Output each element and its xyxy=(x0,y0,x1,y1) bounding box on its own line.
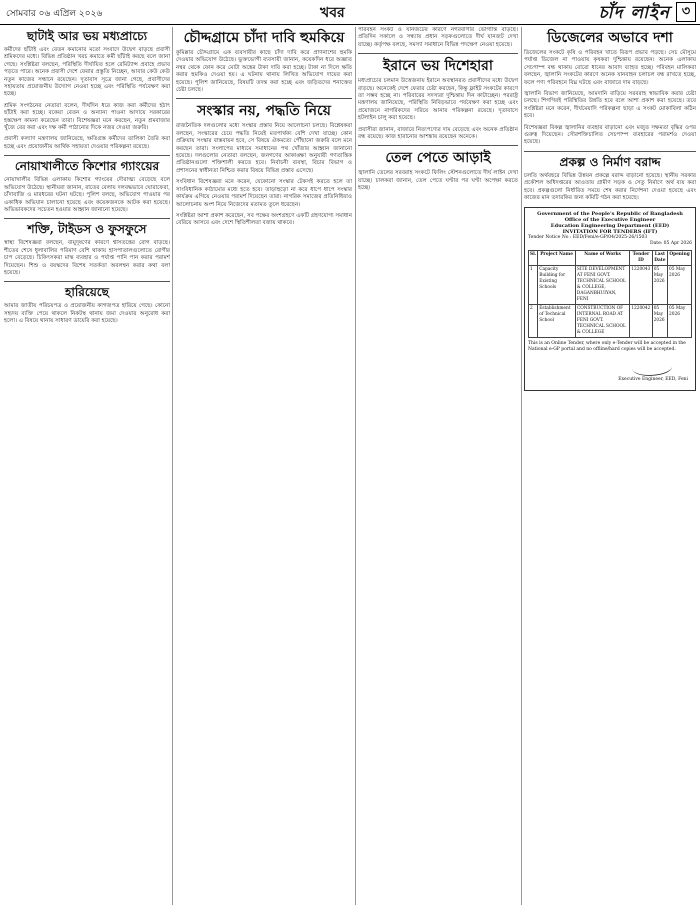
article-text: রাজনৈতিক দলগুলোর মধ্যে সংস্কার প্রস্তাব নিয়ে আলোচনা চলছে। বিশ্লেষকরা বলছেন, সংস্কারের চেয়ে পদ্ধতি নিয়েই মতপার্থক্য বেশি দেখা যাচ্ছে। কোন প্রক্রিয়ায় সংস্কার বাস্তবায়ন হবে, সে বিষয়ে ঐকমত্যে পৌঁছানো জরুরি বলে মনে করছেন তারা। সংলাপের মাধ্যমে সমাধানের পথ খোঁজার আহ্বান জানানো হয়েছে। দলগুলোর নেতারা বলছেন, জনগণের আকাঙ্ক্ষা অনুযায়ী গণতান্ত্রিক প্রতিষ্ঠানগুলো শক্তিশালী করতে হবে। নির্বাচনী ব্যবস্থা, বিচার বিভাগ ও প্রশাসনের স্বাধীনতা নিশ্চিত করার বিষয়ে বিভিন্ন প্রস্তাব এসেছে। xyxy=(176,123,352,174)
tender-office: Office of the Executive Engineer xyxy=(564,216,656,223)
page-number: ৩ xyxy=(676,2,696,22)
tender-col-header: Name of Works xyxy=(575,250,629,265)
tender-col-header: Sl. xyxy=(529,250,538,265)
headline-projects: প্রকল্প ও নির্মাণ বরাদ্দ xyxy=(559,154,661,169)
article-text: প্রবাসী কল্যাণ মন্ত্রণালয় জানিয়েছে, ক্ষতিগ্রস্ত কর্মীদের তালিকা তৈরি করা হচ্ছে এবং প্রয়োজনীয় আর্থিক সহায়তা দেওয়ার পরিকল্পনা রয়েছে। xyxy=(4,136,170,150)
tender-title: INVITATION FOR TENDERS (IFT) xyxy=(562,228,658,235)
table-cell: Capacity Building for Existing Schools xyxy=(538,265,576,304)
tender-date: Date: 05 Apr 2026 xyxy=(649,240,692,246)
article-text: কুমিল্লার চৌদ্দগ্রামে এক ব্যবসায়ীর কাছে চাঁদা দাবি করে প্রাণনাশের হুমকি দেওয়ার অভিযোগ উঠেছে। ভুক্তভোগী ব্যবসায়ী জানান, কয়েকদিন ধরে অজ্ঞাত নম্বর থেকে ফোন করে মোটা অঙ্কের টাকা দাবি করা হচ্ছে। টাকা না দিলে ক্ষতি করার হুমকিও দেওয়া হয়। এ ঘটনায় থানায় লিখিত অভিযোগ দায়ের করা হয়েছে। পুলিশ জানিয়েছে, বিষয়টি তদন্ত করা হচ্ছে এবং জড়িতদের শনাক্তের চেষ্টা চলছে। xyxy=(176,50,352,94)
column-divider xyxy=(521,27,522,905)
article-text: জ্বালানি বিভাগ জানিয়েছে, আমদানি বাড়িয়ে সরবরাহ স্বাভাবিক করার চেষ্টা চলছে। শিগগিরই পরিস্থিতির উন্নতি হবে বলে আশা প্রকাশ করা হয়েছে। তবে সংশ্লিষ্টরা মনে করেন, দীর্ঘমেয়াদি পরিকল্পনা ছাড়া এ সংকট মোকাবিলা কঠিন হবে। xyxy=(524,91,696,120)
lost-notice-text: আমার জাতীয় পরিচয়পত্র ও প্রয়োজনীয় কাগজপত্র হারিয়ে গেছে। কোনো সহৃদয় ব্যক্তি পেয়ে থাকলে নিকটস্থ থানায় জমা দেওয়ার অনুরোধ করা হলো। এ বিষয়ে থানায় সাধারণ ডায়েরি করা হয়েছে। xyxy=(4,303,170,325)
tender-table xyxy=(528,250,692,338)
article-text: জ্বালানি তেলের সরবরাহ সংকটে ফিলিং স্টেশনগুলোতে দীর্ঘ লাইন দেখা যাচ্ছে। চালকরা জানান, তেল পেতে ঘণ্টার পর ঘণ্টা অপেক্ষা করতে হচ্ছে। xyxy=(358,170,518,192)
table-cell: 1220043 xyxy=(630,265,652,304)
signature-block xyxy=(528,357,692,387)
divider xyxy=(4,155,170,156)
table-cell: 05 May 2026 xyxy=(668,265,692,304)
headline-fuel: তেল পেতে আড়াই xyxy=(385,150,491,167)
table-cell: SITE DEVELOPMENT AT FENI GOVT. TECHNICAL SCHOOL & COLLEGE, DAGANBHUIYAN, FENI xyxy=(575,265,629,304)
tender-note: This is an Online Tender, where only e-Tender will be accepted in the National e-GP portal and no offline/hard copies will be accepted. xyxy=(528,340,686,352)
column-1 xyxy=(4,27,170,905)
column-divider xyxy=(355,27,356,905)
page-header xyxy=(0,0,700,25)
column-2 xyxy=(176,27,352,905)
headline-chouddagram: চৌদ্দগ্রামে চাঁদা দাবি হুমকিয়ে xyxy=(183,30,345,46)
table-cell: 05 May 2026 xyxy=(652,304,667,337)
article-text: সংশ্লিষ্টরা আশা প্রকাশ করেছেন, সব পক্ষের অংশগ্রহণে একটি গ্রহণযোগ্য সমাধান বেরিয়ে আসবে এবং দেশে স্থিতিশীলতা বজায় থাকবে। xyxy=(176,212,352,227)
headline-layoffs: ছাটাই আর ভয় মধ্যপ্রাচ্যে xyxy=(26,29,148,43)
table-row xyxy=(529,265,692,304)
article-text: সংবিধান বিশেষজ্ঞরা মনে করেন, যেকোনো সংস্কার টেকসই করতে হলে তা সাংবিধানিক কাঠামোর মধ্যে হতে হবে। তাড়াহুড়ো না করে ধাপে ধাপে সংস্কার কার্যক্রম এগিয়ে নেওয়ার পরামর্শ দিয়েছেন তারা। নাগরিক সমাজের প্রতিনিধিরাও আলোচনায় অংশ নিয়ে নিজেদের মতামত তুলে ধরেছেন। xyxy=(176,179,352,208)
divider xyxy=(176,98,352,99)
section-title: খবর xyxy=(320,5,345,21)
divider xyxy=(358,145,518,146)
table-cell: 05 May 2026 xyxy=(668,304,692,337)
table-cell: Establishment of Technical School xyxy=(538,304,576,337)
tender-ref: Tender Notice No : EED/Feni/e-GP/04/2025-26/1503 xyxy=(528,234,648,240)
headline-iran: ইরানে ভয় দিশেহারা xyxy=(383,58,493,75)
article-text: পরিবহন সংকট ও যানজটের কারণে নগরবাসীর ভোগান্তি বাড়ছে। প্রতিদিন সকালে ও সন্ধ্যায় প্রধান সড়কগুলোতে দীর্ঘ যানজট দেখা যাচ্ছে। কর্তৃপক্ষ বলছে, সমস্যা সমাধানে বিভিন্ন পদক্ষেপ নেওয়া হয়েছে। xyxy=(358,27,518,48)
article-text: স্বাস্থ্য বিশেষজ্ঞরা বলছেন, বায়ুদূষণের কারণে শ্বাসতন্ত্রের রোগ বাড়ছে। শীতের শেষে ধুলাবালির পরিমাণ বেশি থাকায় হাসপাতালগুলোতে রোগীর চাপ বেড়েছে। চিকিৎসকরা মাস্ক ব্যবহার ও পর্যাপ্ত পানি পান করার পরামর্শ দিয়েছেন। শিশু ও বয়স্কদের বিশেষ সতর্কতা অবলম্বন করার কথা বলা হয়েছে। xyxy=(4,240,170,276)
tender-gov: Government of the People's Republic of Bangladesh xyxy=(537,210,683,217)
table-cell: 1 xyxy=(529,265,538,304)
divider xyxy=(358,53,518,54)
tender-col-header: Last Date xyxy=(652,250,667,265)
column-divider xyxy=(172,27,173,905)
headline-diesel: ডিজেলের অভাবে দশা xyxy=(547,30,673,46)
column-3 xyxy=(358,27,518,905)
headline-health: শক্তি, টাইডস ও ফুসফুসে xyxy=(27,222,147,237)
table-row xyxy=(529,304,692,337)
table-cell: 1220042 xyxy=(630,304,652,337)
table-cell: CONSTRUCTION OF INTERNAL ROAD AT FENI GOVT. TECHNICAL SCHOOL & COLLEGE xyxy=(575,304,629,337)
tender-col-header: Project Name xyxy=(538,250,576,265)
article-text: ডিজেলের সংকটে কৃষি ও পরিবহন খাতে বিরূপ প্রভাব পড়ছে। সেচ মৌসুমে পর্যাপ্ত ডিজেল না পাওয়ায় কৃষকরা দুশ্চিন্তায় রয়েছেন। অনেক এলাকায় সেচপাম্প বন্ধ থাকায় বোরো ধানের আবাদ ব্যাহত হচ্ছে। পরিবহন মালিকরা বলছেন, জ্বালানি সংকটের কারণে অনেক যানবাহন চলাচল বন্ধ রাখতে হচ্ছে, ফলে পণ্য পরিবহনে বিঘ্ন ঘটছে এবং বাজারে দাম বাড়ছে। xyxy=(524,50,696,86)
headline-reform: সংস্কার নয়, পদ্ধতি নিয়ে xyxy=(197,103,331,120)
tender-col-header: Tender ID xyxy=(630,250,652,265)
divider xyxy=(4,281,170,282)
article-text: প্রবাসীরা জানান, বাজারে নিত্যপণ্যের দাম বেড়েছে এবং অনেক প্রতিষ্ঠান বন্ধ রয়েছে। কাজ হারানোর আশঙ্কায় রয়েছেন অনেকে। xyxy=(358,126,518,141)
article-text: শ্রমিক সংগঠনের নেতারা বলেন, দীর্ঘদিন ধরে কাজ করা কর্মীদের হঠাৎ ছাঁটাই করা হচ্ছে। বকেয়া বেতন ও অন্যান্য পাওনা আদায়ে সরকারের হস্তক্ষেপ কামনা করেছেন তারা। বিশেষজ্ঞরা মনে করছেন, নতুন শ্রমবাজার খুঁজে বের করা এবং দক্ষ কর্মী পাঠানোর দিকে নজর দেওয়া জরুরি। xyxy=(4,102,170,132)
article-text: চলতি অর্থবছরে বিভিন্ন উন্নয়ন প্রকল্পে বরাদ্দ বাড়ানো হয়েছে। স্থানীয় সরকার প্রকৌশল অধিদপ্তরের আওতায় গ্রামীণ সড়ক ও সেতু নির্মাণে অর্থ ব্যয় করা হবে। প্রকল্পগুলো নির্ধারিত সময়ে শেষ করার নির্দেশনা দেওয়া হয়েছে এবং কাজের মান তদারকির জন্য কমিটি গঠন করা হয়েছে। xyxy=(524,172,696,202)
table-cell: 2 xyxy=(529,304,538,337)
divider xyxy=(524,151,696,152)
divider xyxy=(4,218,170,219)
article-text: নোয়াখালীর বিভিন্ন এলাকায় কিশোর গ্যাংয়ের দৌরাত্ম্য বেড়েছে বলে অভিযোগ উঠেছে। স্থানীয়রা জানান, রাতের বেলায় দলবদ্ধভাবে ঘোরাফেরা, চাঁদাবাজি ও মারধরের ঘটনা ঘটছে। পুলিশ বলছে, অভিযোগ পাওয়ার পর একাধিক অভিযান চালানো হয়েছে এবং কয়েকজনকে আটক করা হয়েছে। অভিভাবকদের সচেতন হওয়ার আহ্বান জানানো হয়েছে। xyxy=(4,177,170,213)
table-cell: 05 May 2026 xyxy=(652,265,667,304)
newspaper-logo: চাঁদ লাইন xyxy=(598,3,670,23)
tender-dept: Education Engineering Department (EED) xyxy=(550,222,670,229)
headline-noakhali: নোয়াখালীতে কিশোর গ্যাংয়ের xyxy=(14,159,160,174)
column-4 xyxy=(524,27,696,905)
signer-name: Executive Engineer, EED, Feni xyxy=(618,376,688,382)
signature xyxy=(631,356,673,378)
tender-col-header: Opening xyxy=(668,250,692,265)
issue-date: সোমবার ০৬ এপ্রিল ২০২৬ xyxy=(6,9,103,19)
article-text: মধ্যপ্রাচ্যের চলমান উত্তেজনায় ইরানে অবস্থানরত প্রবাসীদের মধ্যে উদ্বেগ বাড়ছে। অনেকেই দেশে ফেরার চেষ্টা করছেন, কিন্তু ফ্লাইট সংকটের কারণে তা সম্ভব হচ্ছে না। পরিবারের সদস্যরা দুশ্চিন্তায় দিন কাটাচ্ছেন। পররাষ্ট্র মন্ত্রণালয় জানিয়েছে, পরিস্থিতি নিবিড়ভাবে পর্যবেক্ষণ করা হচ্ছে এবং প্রয়োজনে নাগরিকদের সরিয়ে আনার পরিকল্পনা রয়েছে। দূতাবাসে হটলাইন চালু করা হয়েছে। xyxy=(358,78,518,122)
tender-notice xyxy=(524,207,696,391)
headline-lost-notice: হারিয়েছে xyxy=(65,285,109,300)
article-text: বিশেষজ্ঞরা বিকল্প জ্বালানির ব্যবহার বাড়ানো এবং মজুত সক্ষমতা বৃদ্ধির ওপর গুরুত্ব দিয়েছেন। সৌরশক্তিচালিত সেচপাম্প ব্যবহারের পরামর্শও দেওয়া হয়েছে। xyxy=(524,124,696,146)
article-text: কর্মীদের ছাঁটাই এবং বেতন কমানোর মতো সংবাদে উদ্বেগ বাড়ছে প্রবাসী শ্রমিকদের মধ্যে। বিভিন্ন প্রতিষ্ঠান খরচ কমাতে কর্মী ছাঁটাই করছে বলে জানা গেছে। সংশ্লিষ্টরা বলছেন, পরিস্থিতি দীর্ঘায়িত হলে রেমিট্যান্স প্রবাহে প্রভাব পড়তে পারে। অনেক প্রবাসী দেশে ফেরার প্রস্তুতি নিচ্ছেন, আবার কেউ কেউ নতুন কাজের সন্ধানে রয়েছেন। দূতাবাস সূত্রে জানা গেছে, প্রবাসীদের সহায়তায় প্রয়োজনীয় উদ্যোগ নেওয়া হচ্ছে এবং পরিস্থিতি পর্যবেক্ষণ করা হচ্ছে। xyxy=(4,47,170,98)
